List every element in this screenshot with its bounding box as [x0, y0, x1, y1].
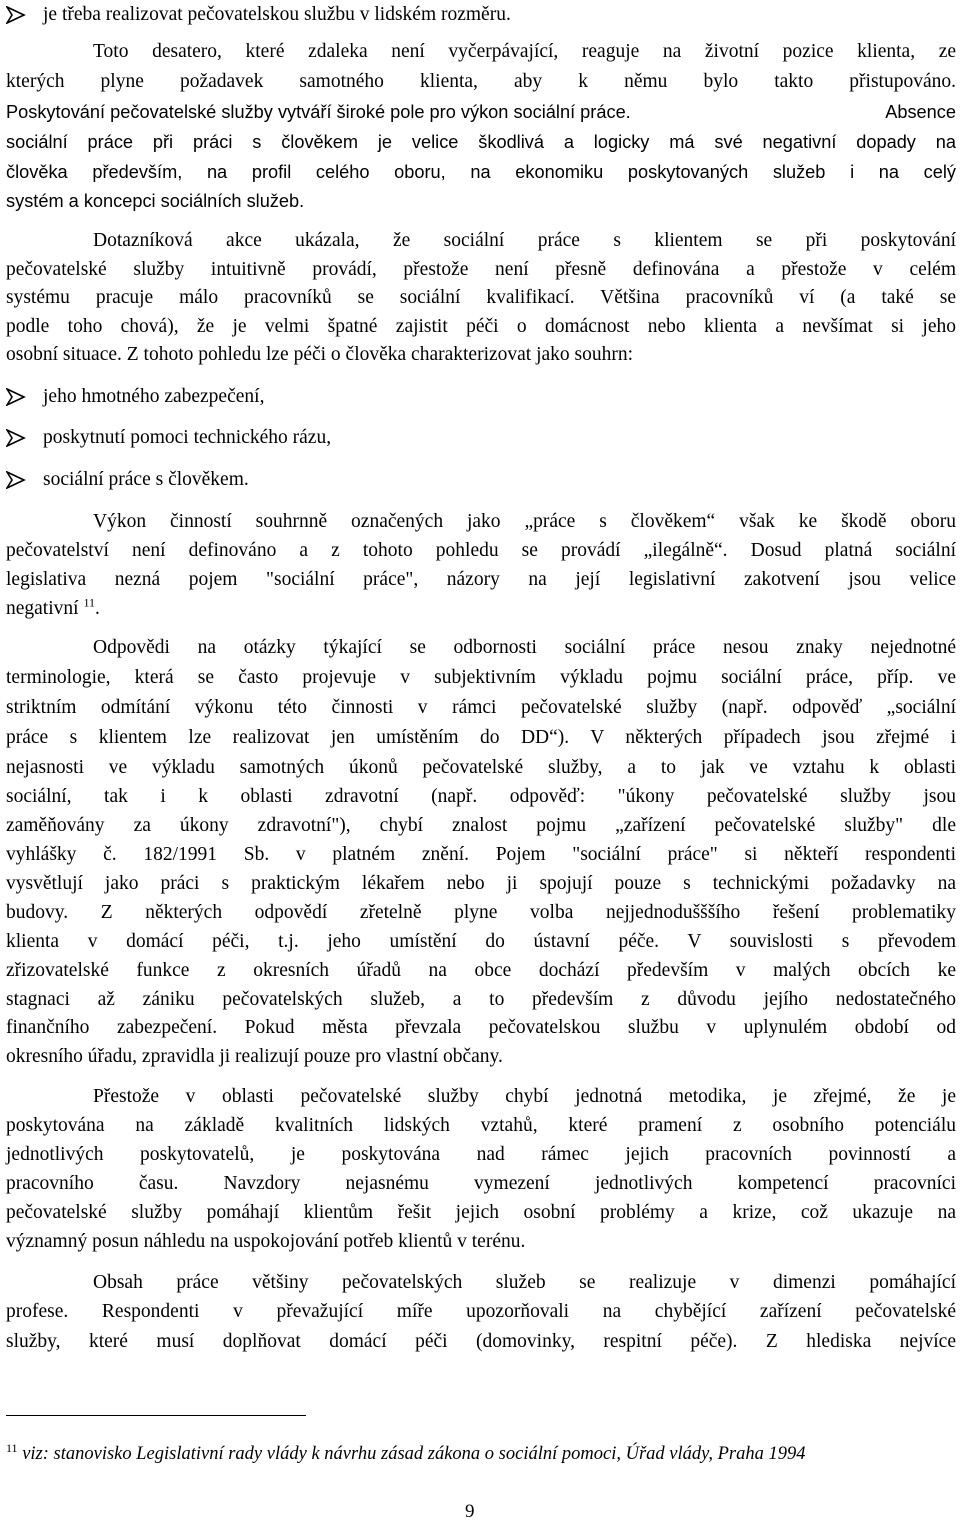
paragraph-line	[6, 97, 956, 127]
page-number: 9	[465, 1501, 475, 1522]
footnote-number: 11	[6, 1440, 18, 1455]
paragraph-line: vyhlášky č. 182/1991 Sb. v platném znění. Pojem "sociální práce" si někteří respondenti	[6, 844, 956, 865]
paragraph-line: práce s klientem lze realizovat jen umístěním do DD“). V některých případech jsou zřejmé i	[6, 727, 956, 748]
paragraph-line: kterých plyne požadavek samotného klienta, aby k němu bylo takto přistupováno.	[6, 71, 956, 92]
paragraph-line: Dotazníková akce ukázala, že sociální práce s klientem se při poskytování	[93, 230, 956, 251]
arrow-bullet-icon	[6, 471, 26, 489]
paragraph-line: systém a koncepci sociálních služeb.	[6, 191, 305, 211]
paragraph-line: podle toho chová), že je velmi špatné zajistit péči o domácnost nebo klienta a nevšímat si jeho	[6, 316, 956, 337]
paragraph-line: Toto desatero, které zdaleka není vyčerpávající, reaguje na životní pozice klienta, ze	[93, 41, 956, 62]
paragraph-text: negativní	[6, 598, 79, 619]
paragraph-line: služby, které musí doplňovat domácí péči (domovinky, respitní péče). Z hlediska nejvíce	[6, 1331, 956, 1352]
mixed-font-text: Poskytování pečovatelské služby vytváří široké pole pro výkon sociální práce.	[6, 102, 631, 122]
mixed-font-text: Absence	[885, 102, 956, 122]
paragraph-line: budovy. Z některých odpovědí zřetelně plyne volba nejjednodušššího řešení problematiky	[6, 902, 956, 923]
paragraph-line: okresního úřadu, zpravidla ji realizují pouze pro vlastní občany.	[6, 1046, 503, 1067]
paragraph-line: legislativa nezná pojem "sociální práce", názory na její legislativní zakotvení jsou velice	[6, 569, 956, 590]
paragraph-line: pracovního času. Navzdory nejasnému vymezení jednotlivých kompetencí pracovníci	[6, 1173, 956, 1194]
paragraph-line: striktním odmítání výkonu této činnosti v rámci pečovatelské služby (např. odpověď „sociální	[6, 697, 956, 718]
paragraph-line: jednotlivých poskytovatelů, je poskytována nad rámec jejich pracovních povinností a	[6, 1144, 956, 1165]
paragraph-line: vysvětlují jako práci s praktickým lékařem nebo ji spojují pouze s technickými požadavky na	[6, 873, 956, 894]
bullet-text: jeho hmotného zabezpečení,	[43, 386, 265, 407]
paragraph-line: nejasnosti ve výkladu samotných úkonů pečovatelské služby, a to jak ve vztahu k oblasti	[6, 757, 956, 778]
paragraph-line: významný posun náhledu na uspokojování potřeb klientů v terénu.	[6, 1231, 526, 1252]
paragraph-line: stagnaci až zániku pečovatelských služeb, a to především z důvodu jejího nedostatečného	[6, 989, 956, 1010]
arrow-bullet-icon	[6, 388, 26, 406]
arrow-bullet-icon	[6, 6, 26, 24]
paragraph-line: Výkon činností souhrnně označených jako „práce s člověkem“ však ke škodě oboru	[93, 511, 956, 532]
paragraph-line: finančního zabezpečení. Pokud města převzala pečovatelskou službu v uplynulém období od	[6, 1017, 956, 1038]
paragraph-line: Přestože v oblasti pečovatelské služby chybí jednotná metodika, je zřejmé, že je	[93, 1086, 956, 1107]
footnote-separator	[6, 1415, 306, 1416]
paragraph-line	[6, 594, 100, 624]
footnote-reference: 11	[83, 595, 96, 610]
paragraph-line: systému pracuje málo pracovníků se sociální kvalifikací. Většina pracovníků ví (a také se	[6, 287, 956, 308]
paragraph-text: .	[95, 598, 100, 619]
arrow-bullet-icon	[6, 429, 26, 447]
paragraph-line: klienta v domácí péči, t.j. jeho umístění do ústavní péče. V souvislosti s převodem	[6, 931, 956, 952]
paragraph-line: pečovatelské služby pomáhají klientům řešit jejich osobní problémy a krize, což ukazuje na	[6, 1202, 956, 1223]
paragraph-line: zaměňovány za úkony zdravotní"), chybí znalost pojmu „zařízení pečovatelské služby" dle	[6, 815, 956, 836]
paragraph-line: sociální práce při práci s člověkem je velice škodlivá a logicky má své negativní dopady na	[6, 132, 956, 152]
paragraph-line: člověka především, na profil celého oboru, na ekonomiku poskytovaných služeb i na celý	[6, 162, 956, 182]
paragraph-line: zřizovatelské funkce z okresních úřadů na obce dochází především v malých obcích ke	[6, 960, 956, 981]
paragraph-line: Odpovědi na otázky týkající se odbornosti sociální práce nesou znaky nejednotné	[93, 637, 956, 658]
paragraph-line: sociální, tak i k oblasti zdravotní (např. odpověď: "úkony pečovatelské služby jsou	[6, 786, 956, 807]
paragraph-line: Obsah práce většiny pečovatelských služeb se realizuje v dimenzi pomáhající	[93, 1272, 956, 1293]
paragraph-line: pečovatelství není definováno a z tohoto pohledu se provádí „ilegálně“. Dosud platná sociální	[6, 540, 956, 561]
paragraph-line: profese. Respondenti v převažující míře upozorňovali na chybějící zařízení pečovatelské	[6, 1301, 956, 1322]
bullet-text: poskytnutí pomoci technického rázu,	[43, 427, 332, 448]
paragraph-line: terminologie, která se často projevuje v subjektivním výkladu pojmu sociální práce, příp. ve	[6, 667, 956, 688]
bullet-text: sociální práce s člověkem.	[43, 469, 249, 490]
footnote	[6, 1439, 805, 1469]
paragraph-line: pečovatelské služby intuitivně provádí, přestože není přesně definována a přestože v celém	[6, 259, 956, 280]
footnote-text: viz: stanovisko Legislativní rady vlády k návrhu zásad zákona o sociální pomoci, Úřad vlády, Praha 1994	[17, 1444, 806, 1464]
paragraph-line: poskytována na základě kvalitních lidských vztahů, které pramení z osobního potenciálu	[6, 1115, 956, 1136]
bullet-text: je třeba realizovat pečovatelskou službu v lidském rozměru.	[43, 4, 511, 25]
paragraph-line: osobní situace. Z tohoto pohledu lze péči o člověka charakterizovat jako souhrn:	[6, 344, 634, 365]
